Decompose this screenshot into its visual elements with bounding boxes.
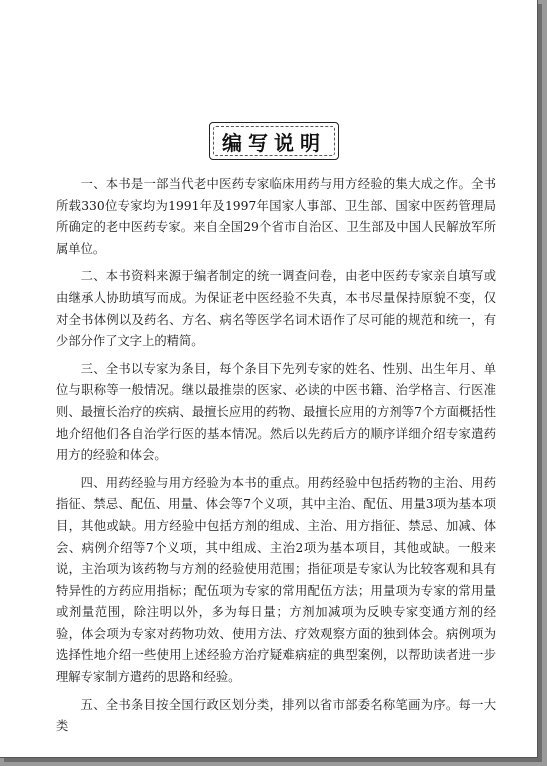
- paragraph-2: 二、本书资料来源于编者制定的统一调查问卷，由老中医药专家亲自填写或由继承人协助填写而成。为保证老中医经验不失真，本书尽量保持原貌不变，仅对全书体例以及药名、方名、病名等医学名词术语作了尽可能的规范和统一，有少部分作了文字上的精简。: [56, 269, 496, 349]
- document-body: [56, 174, 496, 744]
- title-frame: [209, 122, 339, 160]
- paragraph-3: 三、全书以专家为条目，每个条目下先列专家的姓名、性别、出生年月、单位与职称等一般情况。继以最推崇的医家、必读的中医书籍、治学格言、行医准则、最擅长治疗的疾病、最擅长应用的药物、最擅长应用的方剂等7个方面概括性地介绍他们各自治学行医的基本情况。然后以先药后方的顺序详细介绍专家遣药用方的经验和体会。: [56, 361, 496, 463]
- paragraph-1: 一、本书是一部当代老中医药专家临床用药与用方经验的集大成之作。全书所载330位专家均为1991年及1997年国家人事部、卫生部、国家中医药管理局所确定的老中医药专家。来自全国29个省市自治区、卫生部及中国人民解放军所属单位。: [56, 177, 496, 256]
- paragraph-5: 五、全书条目按全国行政区划分类，排列以省市部委名称笔画为序。每一大类: [56, 697, 496, 734]
- paragraph-4: 四、用药经验与用方经验为本书的重点。用药经验中包括药物的主治、用药指征、禁忌、配伍、用量、体会等7个义项，其中主治、配伍、用量3项为基本项目，其他或缺。用方经验中包括方剂的组成、主治、用方指征、禁忌、加减、体会、病例介绍等7个义项，其中组成、主治2项为基本项目，其他或缺。一般来说，主治项为该药物与方剂的经验使用范围；指征项是专家认为比较客观和具有特异性的方药应用指标；配伍项为专家的常用配伍方法；用量项为专家的常用量或剂量范围，除注明以外，多为每日量；方剂加减项为反映专家变通方剂的经验，体会项为专家对药物功效、使用方法、疗效观察方面的独到体会。病例项为选择性地介绍一些使用上述经验方治疗疑难病症的典型案例，以帮助读者进一步理解专家制方遣药的思路和经验。: [56, 475, 496, 685]
- page-title: 编写说明: [222, 130, 326, 155]
